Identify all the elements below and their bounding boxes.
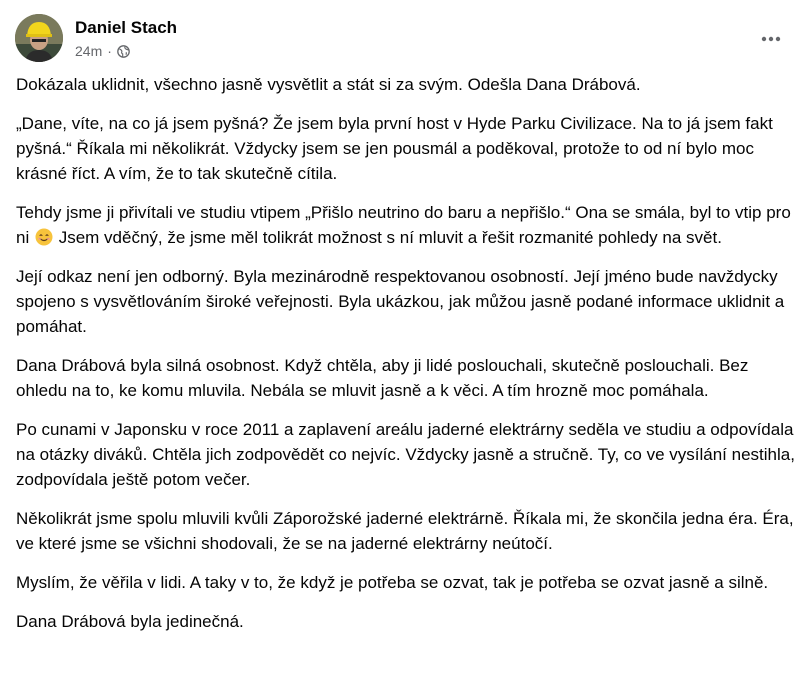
post-meta <box>75 42 177 60</box>
more-options-button[interactable] <box>753 20 789 56</box>
smiling-face-emoji-icon <box>35 228 53 246</box>
post-paragraph-with-emoji <box>16 200 796 250</box>
post-paragraph: „Dane, víte, na co já jsem pyšná? Že jsem byla první host v Hyde Parku Civilizace. Na to já jsem fakt pyšná.“ Říkala mi několikrát. Vždycky jsem se jen pousmál a poděkoval, protože to od ní bylo moc krásné říct. A vím, že to tak skutečně cítila. <box>16 114 773 183</box>
post-paragraph: Myslím, že věřila v lidi. A taky v to, že když je potřeba se ozvat, tak je potřeba se ozvat jasně a silně. <box>16 573 769 592</box>
paragraph-text-after-emoji: Jsem vděčný, že jsme měl tolikrát možnost s ní mluvit a řešit rozmanité pohledy na svět. <box>53 228 722 247</box>
author-name[interactable]: Daniel Stach <box>75 17 178 37</box>
avatar-photo <box>15 14 63 62</box>
meta-separator: · <box>107 42 112 59</box>
post-paragraph: Dokázala uklidnit, všechno jasně vysvětlit a stát si za svým. Odešla Dana Drábová. <box>16 75 641 94</box>
paragraph-text-before-emoji: Tehdy jsme ji přivítali ve studiu vtipem „Přišlo neutrino do baru a nepřišlo.“ Ona se smála, byl to vtip pro ni <box>16 203 791 247</box>
post-body <box>16 72 796 648</box>
post-timestamp[interactable]: 24m <box>75 42 103 59</box>
post-header <box>15 13 177 63</box>
globe-icon[interactable] <box>117 44 130 57</box>
post-paragraph: Dana Drábová byla silná osobnost. Když chtěla, aby ji lidé poslouchali, skutečně poslouchali. Bez ohledu na to, ke komu mluvila. Nebála se mluvit jasně a k věci. A tím hrozně moc pomáhala. <box>16 356 749 400</box>
post-paragraph: Její odkaz není jen odborný. Byla mezinárodně respektovanou osobností. Její jméno bude navždycky spojeno s vysvětlováním široké veřejnosti. Byla ukázkou, jak můžou jasně podané informace uklidnit a pomáhat. <box>16 267 785 336</box>
post-paragraph: Několikrát jsme spolu mluvili kvůli Záporožské jaderné elektrárně. Říkala mi, že skončila jedna éra. Éra, ve které jsme se všichni shodovali, že se na jaderné elektrárny neútočí. <box>16 509 794 553</box>
author-block <box>75 17 177 60</box>
author-avatar[interactable] <box>15 14 63 62</box>
post-paragraph: Dana Drábová byla jedinečná. <box>16 612 244 631</box>
more-options-icon <box>761 29 781 47</box>
post-paragraph: Po cunami v Japonsku v roce 2011 a zaplavení areálu jaderné elektrárny seděla ve studiu a odpovídala na otázky diváků. Chtěla jich zodpovědět co nejvíc. Vždycky jasně a stručně. Ty, co ve vysílání nestihla, zodpovídala ještě potom večer. <box>16 420 795 489</box>
